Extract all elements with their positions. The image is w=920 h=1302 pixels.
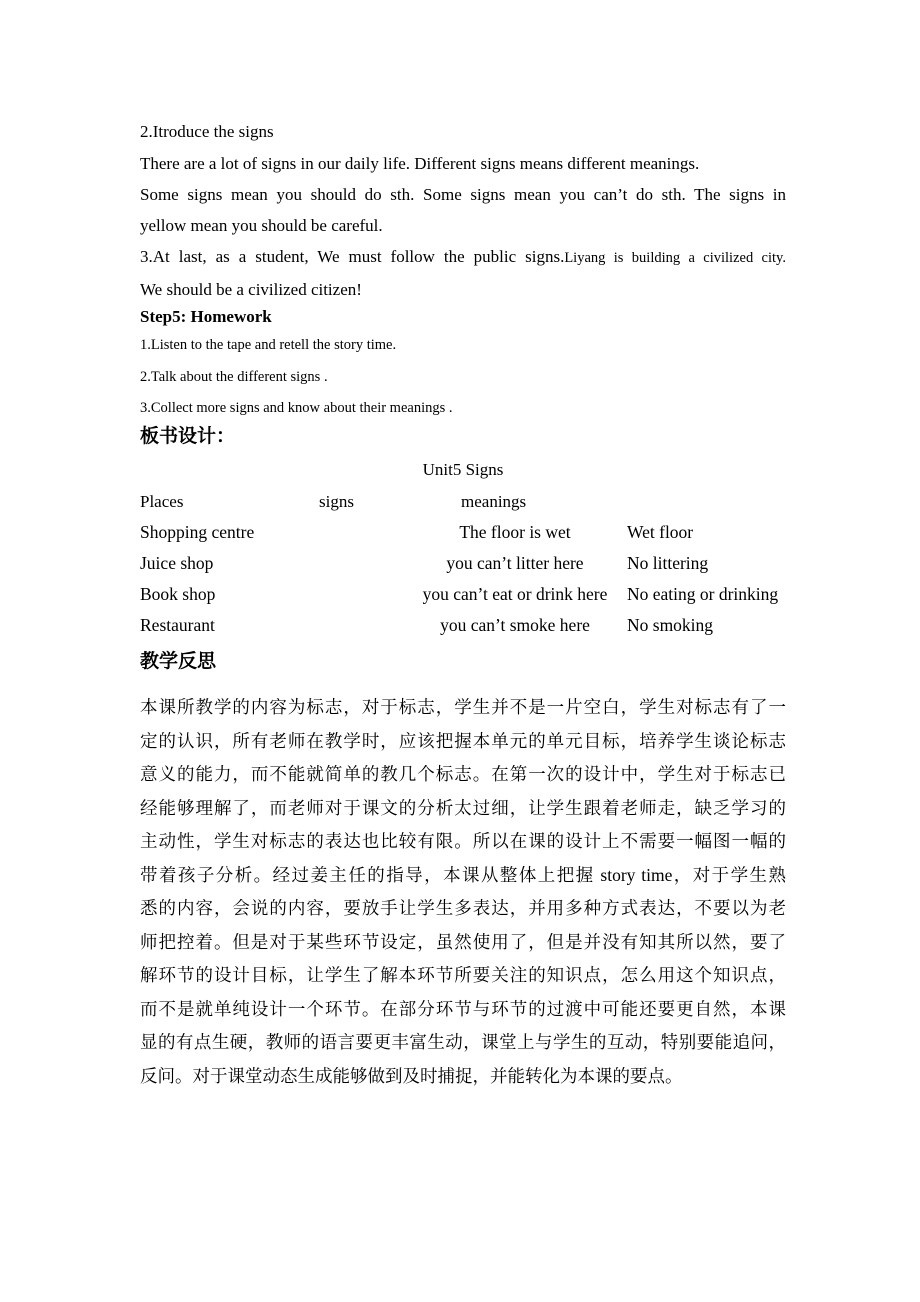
board-row-meaning: No eating or drinking	[627, 584, 779, 604]
intro-p3-main-text: 3.At last, as a student, We must follow the public signs.	[140, 247, 565, 266]
board-row-meaning: No littering	[627, 553, 709, 573]
board-row-place: Juice shop	[140, 553, 214, 573]
intro-paragraph-2-line: yellow mean you should be careful.	[140, 216, 383, 236]
intro-paragraph-2-line: Some signs mean you should do sth. Some signs mean you can’t do sth. The signs in	[140, 185, 786, 204]
intro-heading-paragraph	[140, 116, 786, 147]
reflection-line: 主动性，学生对标志的表达也比较有限。所以在课的设计上不需要一幅图一幅的	[140, 831, 786, 851]
board-row-place: Restaurant	[140, 615, 215, 635]
reflection-line: 悉的内容，会说的内容，要放手让学生多表达，并用多种方式表达，不要以为老	[140, 898, 786, 918]
board-row	[140, 579, 786, 610]
reflection-line: 解环节的设计目标，让学生了解本环节所要关注的知识点，怎么用这个知识点，	[140, 965, 786, 985]
intro-paragraph-3	[140, 241, 786, 306]
homework-list	[140, 330, 786, 425]
reflection-line: 反问。对于课堂动态生成能够做到及时捕捉，并能转化为本课的要点。	[140, 1065, 683, 1086]
board-design-title: Unit5 Signs	[422, 460, 504, 479]
homework-section-heading-block	[140, 301, 786, 332]
board-row-meaning: No smoking	[627, 615, 714, 635]
board-design-heading-block	[140, 421, 786, 452]
intro-paragraph-1-line: There are a lot of signs in our daily life. Different signs means different meanings.	[140, 154, 700, 173]
board-row-sign: you can’t litter here	[446, 553, 584, 573]
intro-paragraph-3-line-1	[140, 241, 786, 274]
reflection-line: 经能够理解了，而老师对于课文的分析太过细，让学生跟着老师走，缺乏学习的	[140, 797, 786, 818]
board-design-rows	[140, 517, 786, 641]
intro-paragraph-3-line-2: We should be a civilized citizen!	[140, 280, 362, 300]
board-design-column-header	[140, 486, 786, 517]
board-row	[140, 517, 786, 548]
homework-heading: Step5: Homework	[140, 307, 272, 326]
reflection-heading-block	[140, 646, 786, 677]
reflection-line: 而不是就单纯设计一个环节。在部分环节与环节的过渡中可能还要更自然，本课	[140, 998, 786, 1019]
reflection-line: 显的有点生硬，教师的语言要更丰富生动，课堂上与学生的互动，特别要能追问，	[140, 1032, 786, 1052]
intro-p3-small-text: Liyang is building a civilized city.	[564, 250, 786, 266]
board-column-signs: signs	[319, 492, 354, 511]
homework-item: 2.Talk about the different signs .	[140, 368, 328, 385]
homework-item: 3.Collect more signs and know about their meanings .	[140, 400, 453, 416]
board-row-meaning: Wet floor	[627, 522, 694, 542]
board-row	[140, 610, 786, 641]
board-row-sign: you can’t smoke here	[440, 615, 590, 635]
board-design-heading: 板书设计：	[140, 426, 236, 447]
reflection-paragraph	[140, 691, 786, 1093]
board-row-place: Book shop	[140, 584, 216, 604]
board-row-place: Shopping centre	[140, 522, 255, 542]
reflection-line: 带着孩子分析。经过姜主任的指导，本课从整体上把握 story time，对于学生熟	[140, 864, 786, 885]
reflection-line: 师把控着。但是对于某些环节设定，虽然使用了，但是并没有知其所以然，要了	[140, 931, 786, 952]
reflection-line: 意义的能力，而不能就简单的教几个标志。在第一次的设计中，学生对于标志已	[140, 764, 786, 784]
intro-paragraph-2	[140, 179, 786, 242]
board-row	[140, 548, 786, 579]
reflection-heading: 教学反思	[140, 651, 217, 672]
intro-heading: 2.Itroduce the signs	[140, 122, 274, 141]
reflection-line: 本课所教学的内容为标志，对于标志，学生并不是一片空白，学生对标志有了一	[140, 697, 786, 717]
board-row-sign: you can’t eat or drink here	[422, 584, 608, 604]
document-content	[140, 0, 786, 1302]
homework-item: 1.Listen to the tape and retell the story time.	[140, 337, 397, 353]
board-row-sign: The floor is wet	[459, 522, 571, 542]
reflection-line: 定的认识，所有老师在教学时，应该把握本单元的单元目标，培养学生谈论标志	[140, 730, 786, 751]
intro-paragraph-1	[140, 148, 786, 179]
board-design-title-block	[140, 454, 786, 485]
board-column-places: Places	[140, 492, 184, 511]
board-column-meanings: meanings	[461, 492, 527, 511]
